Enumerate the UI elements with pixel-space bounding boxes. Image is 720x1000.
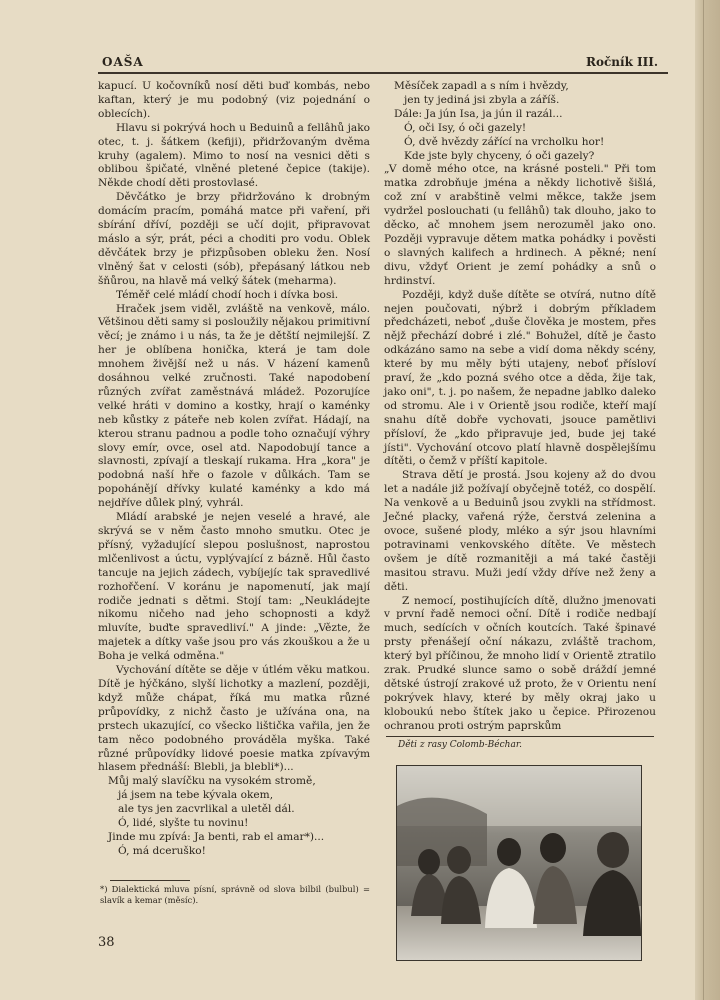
left-column-paragraph: Děvčátko je brzy přidržováno k drobným domácím pracím, pomáhá matce při vaření, při sbírání dříví, později se učí dojit, připravovat máslo a sýr, prát, péci a choditi pro vodu. Oblek děvčátek brzy je přizpůsoben obleku žen. Nosí vlněný šat v celosti (sób), přepásaný látkou neb šňůrou, na hlavě má velký šátek (meharma). bbox=[98, 191, 370, 287]
left-column-paragraph: Jinde mu zpívá: Ja benti, rab el amar*)... bbox=[108, 830, 325, 843]
right-column-paragraph: Měsíček zapadl a s ním i hvězdy, bbox=[394, 80, 569, 92]
left-column-paragraph: Vychování dítěte se děje v útlém věku matkou. Dítě je hýčkáno, slyší lichotky a mazlení, později, když může chápat, říká mu matka různé průpovídky, z nichž často je užívána ona, na prstech ukazující, co všecko lištička vařila, jen že tam něco podobného prováděla myška. Také různé průpovídky lidové poesie matka zpívavým hlasem přednáší: Blebli, ja blebli*)... bbox=[98, 664, 370, 774]
left-column-paragraph: Můj malý slavíčku na vysokém stromě, bbox=[108, 775, 316, 788]
left-column-paragraph: Mládí arabské je nejen veselé a hravé, ale skrývá se v něm často mnoho smutku. Otec je přísný, vyžadující slepou poslušnost, naprostou mlčenlivost a úctu, vyplývající z bázně. Hůl často tancuje na jejich zádech, vybíjejíc tak spravedlivé rozhořčení. V koránu je napomenutí, jak mají rodiče jednati s dětmi. Stojí tam: „Neukládejte nikomu ničeho nad jeho schopnosti a když mluvíte, buďte spravedliví." A jinde: „Vězte, že majetek a dítky vaše jsou pro vás zkouškou a že u Boha je velká odměna." bbox=[98, 511, 370, 663]
caption-rule bbox=[386, 736, 654, 737]
header-rule bbox=[98, 72, 668, 74]
right-column bbox=[384, 80, 656, 734]
right-column-paragraph: Ó, dvě hvězdy zářící na vrcholku hor! bbox=[404, 135, 605, 148]
left-column-paragraph: ale tys jen zacvrlikal a uletěl dál. bbox=[118, 803, 295, 816]
left-column bbox=[98, 80, 370, 859]
right-column-paragraph: Ó, oči Isy, ó oči gazely! bbox=[404, 121, 527, 134]
right-column-paragraph: Strava dětí je prostá. Jsou kojeny až do dvou let a nadále již požívají obyčejně totéž, co dospělí. Na venkově a u Beduinů jsou zvykli na střídmost. Ječné placky, vařená rýže, čerstvá zelenina a ovoce, sušené plody, mléko a sýr jsou hlavními potravinami venkovského dítěte. Ve městech ovšem je dítě rozmanitěji a má také častěji masitou stravu. Muži jedí vždy dříve než ženy a děti. bbox=[384, 469, 656, 593]
page-edge bbox=[695, 0, 720, 1000]
left-column-paragraph: Téměř celé mládí chodí hoch i dívka bosi. bbox=[116, 288, 339, 301]
running-header-volume: Ročník III. bbox=[586, 55, 659, 69]
page-number: 38 bbox=[98, 935, 115, 950]
right-column-paragraph: Z nemocí, postihujících dítě, dlužno jmenovati v první řadě nemoci oční. Dítě i rodiče nedbají much, sedících v očních koutcích. Také špinavé prsty přenášejí oční nákazu, zvláště trachom, který byl příčinou, že mnoho lidí v Orientě ztratilo zrak. Prudké slunce samo o sobě dráždí jemné dětské ústrojí zrakové už proto, že v Orientu není pokrývek hlavy, které by měly okraj jako u kloboukú nebo štítek jako u čepice. Přirozenou ochranou proti ostrým paprskům bbox=[384, 594, 656, 732]
right-column-paragraph: Kde jste byly chyceny, ó oči gazely? bbox=[404, 149, 595, 162]
right-column-paragraph: Později, když duše dítěte se otvírá, nutno dítě nejen poučovati, nýbrž i dobrým příkladem předcházeti, neboť „duše člověka je mostem, přes nějž přechází dobré i zlé." Bohužel, dítě je často odkázáno samo na sebe a vidí doma někdy scény, které by mu měly býti utajeny, neboť přísloví praví, že „kdo pozná svého otce a děda, žije tak, jako oni", t. j. po našem, že nepadne jablko daleko od stromu. Ale i v Orientě jsou rodiče, kteří mají snahu dítě dobře vychovati, jsouce pamětlivi přísloví, že „kdo připravuje jed, bude jej také jísti". Vychování otcovo platí hlavně dospělejšímu dítěti, o čemž v příští kapitole. bbox=[384, 288, 656, 468]
left-column-paragraph: Ó, má dceruško! bbox=[118, 844, 206, 857]
left-column-paragraph: já jsem na tebe kývala okem, bbox=[118, 789, 274, 802]
photograph-children bbox=[396, 765, 642, 961]
footnote-rule bbox=[110, 880, 190, 881]
left-column-paragraph: Ó, lidé, slyšte tu novinu! bbox=[118, 817, 249, 830]
right-column-paragraph: Dále: Ja jún Isa, ja jún il razál... bbox=[394, 107, 563, 120]
right-column-paragraph: jen ty jediná jsi zbyla a záříš. bbox=[404, 93, 560, 106]
photo-caption: Děti z rasy Colomb-Béchar. bbox=[398, 740, 522, 750]
left-column-paragraph: Hlavu si pokrývá hoch u Beduinů a fellâhů jako otec, t. j. šátkem (kefiji), přidržovaným dvěma kruhy (agalem). Mimo to nosí na vesnici děti s oblibou špičaté, vlněné pletené čepice (takije). Někde chodí děti prostovlasé. bbox=[98, 121, 370, 190]
left-column-paragraph: kapucí. U kočovníků nosí děti buď kombás, nebo kaftan, který je mu podobný (viz pojednání o oblecích). bbox=[98, 80, 370, 120]
running-header-title: OAŠA bbox=[102, 55, 144, 69]
right-column-paragraph: „V domě mého otce, na krásné posteli." Při tom matka zdrobňuje jména a někdy lichotivě šišlá, což zní v arabštině velmi měkce, takže jsem vydržel poslouchati (u fellâhů) tak dlouho, jako to děcko, ač mnohem jsem nerozuměl jako ono. Později vypravuje dětem matka pohádky i pověsti o slavných kalifech a hrdinech. A pěkné; není divu, vždyť Orient je zemí pohádky a snů o hrdinství. bbox=[384, 163, 656, 287]
left-column-paragraph: Hraček jsem viděl, zvláště na venkově, málo. Většinou děti samy si posloužily nějakou primitivní věcí; je známo i u nás, ta že je dětští nejmilejší. Z her je oblíbena honička, která je tam dole mnohem živější než u nás. V házení kamenů dosáhnou velké zručnosti. Také napodobení různých zvířat zaměstnává mládež. Pozorujíce velké hráti v domino a kostky, hrají o kaménky neb kůstky z páteře neb kolen zvířat. Hádají, na kterou stranu padnou a podle toho označují výhry slovy emír, ovce, osel atd. Napodobují tance a slavnosti, zpívají a tleskají rukama. Hra „kora" je podobná naší hře o fazole v důlkách. Tam se popohánějí dřívky kulaté kaménky a kdo má nejdříve důlek plný, vyhrál. bbox=[98, 302, 370, 510]
footnote: *) Dialektická mluva písní, správně od slova bilbil (bulbul) = slavík a kemar (měsíc). bbox=[100, 884, 370, 905]
